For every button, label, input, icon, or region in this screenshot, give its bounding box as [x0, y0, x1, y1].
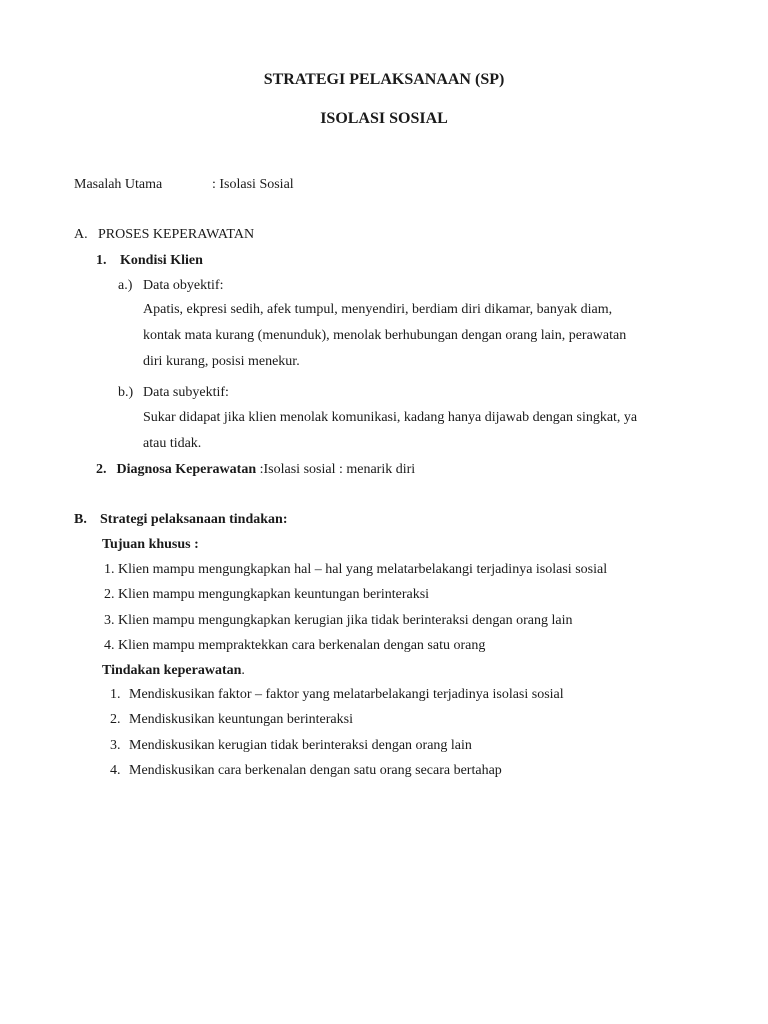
- section-a-letter: A.: [74, 227, 88, 242]
- sub-b-marker: b.): [118, 385, 134, 400]
- list-number: 2.: [110, 712, 121, 728]
- tindakan-period: .: [241, 663, 245, 678]
- list-text: Mendiskusikan faktor – faktor yang melatarbelakangi terjadinya isolasi sosial: [129, 687, 564, 702]
- list-number: 1.: [110, 687, 121, 702]
- item-2-row: [96, 461, 415, 479]
- tujuan-heading: Tujuan khusus :: [102, 537, 199, 552]
- item-2-heading: Diagnosa Keperawatan: [116, 462, 257, 477]
- masalah-value: : Isolasi Sosial: [212, 177, 294, 192]
- paragraph-line: kontak mata kurang (menunduk), menolak berhubungan dengan orang lain, perawatan: [143, 328, 627, 343]
- sub-a-label: Data obyektif:: [143, 278, 224, 293]
- sub-a-paragraph: [143, 297, 713, 375]
- item-1-heading: Kondisi Klien: [120, 253, 203, 268]
- list-text: Mendiskusikan kerugian tidak berinteraksi dengan orang lain: [129, 737, 472, 753]
- paragraph-line: Sukar didapat jika klien menolak komunikasi, kadang hanya dijawab dengan singkat, ya: [143, 410, 638, 425]
- paragraph-line: Apatis, ekpresi sedih, afek tumpul, menyendiri, berdiam diri dikamar, banyak diam,: [143, 302, 613, 317]
- list-item: [110, 707, 730, 732]
- sub-a-marker: a.): [118, 278, 133, 293]
- section-a-heading: PROSES KEPERAWATAN: [98, 227, 255, 242]
- tujuan-list: [104, 557, 704, 658]
- list-item: [110, 682, 730, 707]
- list-item: 2. Klien mampu mengungkapkan keuntungan berinteraksi: [104, 587, 430, 603]
- masalah-label: Masalah Utama: [74, 177, 163, 192]
- tindakan-heading: Tindakan keperawatan: [102, 663, 242, 678]
- section-b-letter: B.: [74, 512, 87, 527]
- item-2-number: 2.: [96, 462, 107, 477]
- list-text: Mendiskusikan cara berkenalan dengan satu orang secara bertahap: [129, 762, 502, 778]
- paragraph-line: diri kurang, posisi menekur.: [143, 354, 300, 369]
- item-1-number: 1.: [96, 253, 107, 268]
- list-item: [110, 733, 730, 758]
- list-item: 4. Klien mampu mempraktekkan cara berkenalan dengan satu orang: [104, 637, 486, 653]
- tindakan-list: [110, 682, 730, 783]
- item-2-value: :Isolasi sosial : menarik diri: [259, 462, 416, 477]
- sub-b-paragraph: [143, 405, 713, 457]
- tindakan-heading-row: [102, 662, 245, 680]
- list-number: 3.: [110, 737, 121, 753]
- sub-b-label: Data subyektif:: [143, 385, 229, 400]
- document-title: STRATEGI PELAKSANAAN (SP): [263, 71, 505, 88]
- document-subtitle: ISOLASI SOSIAL: [320, 110, 448, 127]
- paragraph-line: atau tidak.: [143, 436, 202, 451]
- list-item: 1. Klien mampu mengungkapkan hal – hal yang melatarbelakangi terjadinya isolasi sosial: [104, 562, 608, 577]
- list-item: 3. Klien mampu mengungkapkan kerugian jika tidak berinteraksi dengan orang lain: [104, 612, 573, 628]
- section-b-heading: Strategi pelaksanaan tindakan:: [100, 512, 288, 527]
- list-number: 4.: [110, 762, 121, 778]
- list-item: [110, 758, 730, 783]
- list-text: Mendiskusikan keuntungan berinteraksi: [129, 712, 353, 728]
